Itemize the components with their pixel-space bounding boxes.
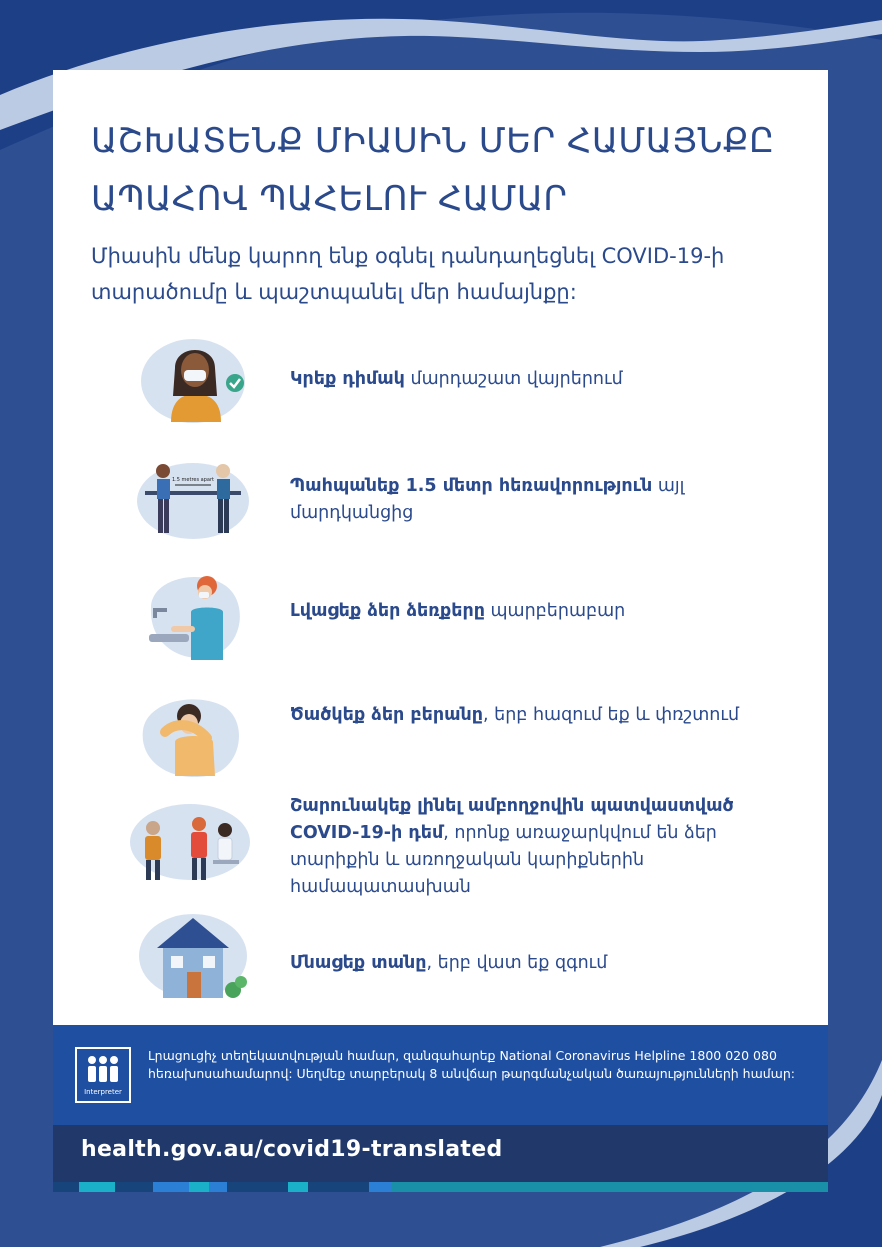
stripe-segment [391, 1182, 828, 1192]
tip-vaccination [53, 798, 828, 898]
url-bar [53, 1125, 828, 1182]
tip-rest-text: , երբ վատ եք զգում [426, 953, 608, 973]
tip-text [290, 473, 800, 527]
distance-label: 1.5 metres apart [172, 477, 214, 483]
cough-into-elbow-icon [131, 692, 251, 782]
stay-home-house-icon [131, 912, 251, 1002]
tip-rest-text: այլ մարդկանցից [290, 476, 685, 523]
tip-text [290, 793, 800, 901]
physical-distancing-icon [131, 453, 251, 543]
stripe-segment [79, 1182, 115, 1192]
tip-bold-text: Լվացեք ձեր ձեռքերը [290, 601, 485, 621]
stripe-segment [153, 1182, 189, 1192]
tip-rest-text: , որոնք առաջարկվում են ձեր տարիքին և առողջական կարիքներին համապատասխան [290, 823, 717, 897]
tip-wear-mask [53, 336, 828, 436]
intro-text: Միասին մենք կարող ենք օգնել դանդաղեցնել COVID-19-ի տարածումը և պաշտպանել մեր համայնքը: [91, 244, 725, 304]
tip-text [290, 366, 800, 393]
helpline-text: Լրացուցիչ տեղեկատվության համար, զանգահարեք National Coronavirus Helpline 1800 020 080 հեռախոսահամարով: Սեղմեք տարբերակ 8 անվճար թարգմանչական ծառայությունների համար: [148, 1048, 795, 1081]
woman-wearing-mask-icon [131, 336, 251, 426]
poster-card [53, 70, 828, 1025]
tip-text [290, 702, 800, 729]
stripe-segment [209, 1182, 227, 1192]
stripe-segment [189, 1182, 209, 1192]
website-link[interactable]: health.gov.au/covid19-translated [81, 1137, 503, 1162]
hand-washing-icon [131, 568, 251, 663]
tip-rest-text: պարբերաբար [484, 601, 626, 621]
helpline-band [53, 1025, 828, 1125]
tip-text [290, 950, 800, 977]
tip-rest-text: , երբ հազում եք և փռշտում [483, 705, 740, 725]
tip-rest-text: մարդաշատ վայրերում [404, 369, 623, 389]
tip-text [290, 598, 800, 625]
tip-bold-text: Մնացեք տանը [290, 953, 427, 973]
stripe-segment [288, 1182, 308, 1192]
tip-bold-text: Կրեք դիմակ [290, 369, 405, 389]
tip-bold-text: Ծածկեք ձեր բերանը [290, 705, 483, 725]
decorative-stripe [53, 1182, 828, 1192]
tip-cover-mouth [53, 692, 828, 792]
poster-title: ԱՇԽԱՏԵՆՔ ՄԻԱՍԻՆ ՄԵՐ ՀԱՄԱՅՆՔԸ ԱՊԱՀՈՎ ՊԱՀԵԼՈՒ ՀԱՄԱՐ [91, 121, 775, 219]
tip-keep-distance [53, 453, 828, 553]
tip-bold-text: Պահպանեք 1.5 մետր հեռավորություն [290, 476, 653, 496]
vaccination-icon [127, 798, 253, 888]
tip-wash-hands [53, 568, 828, 668]
tip-stay-home [53, 912, 828, 1012]
interpreter-label: Interpreter [84, 1088, 122, 1096]
interpreter-symbol-icon [75, 1047, 131, 1103]
tip-bold-text: Շարունակեք լինել ամբողջովին պատվաստված COVID-19-ի դեմ [290, 796, 734, 843]
stripe-segment [369, 1182, 391, 1192]
